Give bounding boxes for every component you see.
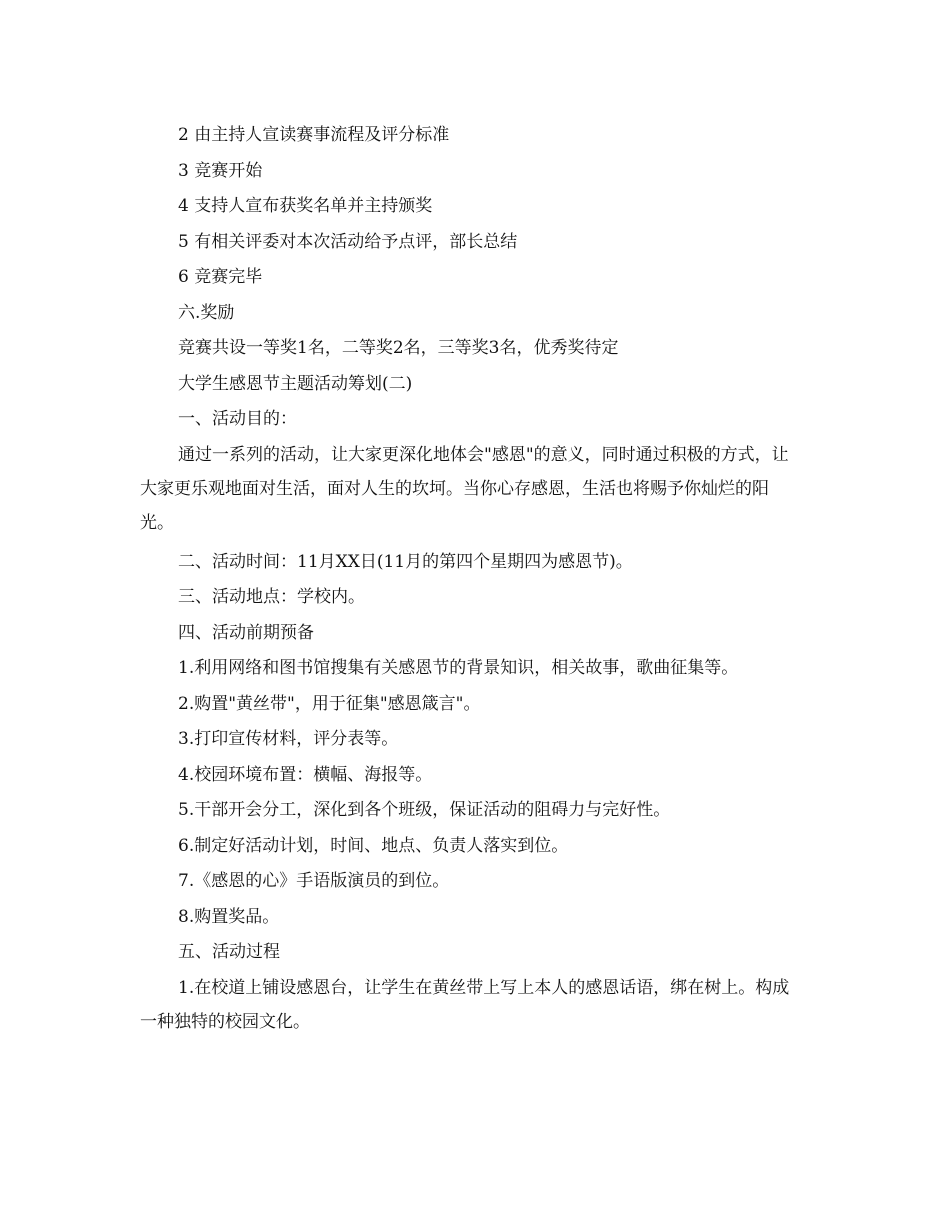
- prep-item-8: 8.购置奖品。: [178, 907, 280, 927]
- prep-item-4: 4.校园环境布置：横幅、海报等。: [178, 765, 433, 785]
- prep-item-6: 6.制定好活动计划，时间、地点、负责人落实到位。: [178, 836, 569, 856]
- prep-item-1: 1.利用网络和图书馆搜集有关感恩节的背景知识，相关故事，歌曲征集等。: [178, 658, 739, 678]
- step-6-text: 6 竞赛完毕: [178, 267, 263, 287]
- step-2-text: 2 由主持人宣读赛事流程及评分标准: [178, 125, 450, 145]
- section-heading-purpose: 一、活动目的：: [178, 409, 297, 429]
- section-heading-process: 五、活动过程: [178, 942, 280, 962]
- prep-item-7: 7.《感恩的心》手语版演员的到位。: [178, 871, 450, 891]
- rewards-text: 竞赛共设一等奖1名，二等奖2名，三等奖3名，优秀奖待定: [178, 338, 619, 358]
- section-heading-rewards: 六.奖励: [178, 303, 235, 323]
- step-5-text: 5 有相关评委对本次活动给予点评，部长总结: [178, 232, 518, 252]
- step-3-text: 3 竞赛开始: [178, 161, 263, 181]
- prep-item-3: 3.打印宣传材料，评分表等。: [178, 729, 399, 749]
- section-heading-time: 二、活动时间：11月XX日(11月的第四个星期四为感恩节)。: [178, 552, 633, 572]
- section-heading-location: 三、活动地点：学校内。: [178, 587, 365, 607]
- prep-item-5: 5.干部开会分工，深化到各个班级，保证活动的阻碍力与完好性。: [178, 800, 671, 820]
- section-heading-preparation: 四、活动前期预备: [178, 623, 314, 643]
- prep-item-2: 2.购置"黄丝带"，用于征集"感恩箴言"。: [178, 694, 481, 714]
- document-subtitle: 大学生感恩节主题活动筹划(二): [178, 374, 413, 394]
- step-4-text: 4 支持人宣布获奖名单并主持颁奖: [178, 196, 433, 216]
- process-item-1: 1.在校道上铺设感恩台，让学生在黄丝带上写上本人的感恩话语，绑在树上。构成一种独特的校园文化。: [140, 978, 790, 1032]
- purpose-text: 通过一系列的活动，让大家更深化地体会"感恩"的意义，同时通过积极的方式，让大家更乐观地面对生活，面对人生的坎坷。当你心存感恩，生活也将赐予你灿烂的阳光。: [140, 445, 789, 533]
